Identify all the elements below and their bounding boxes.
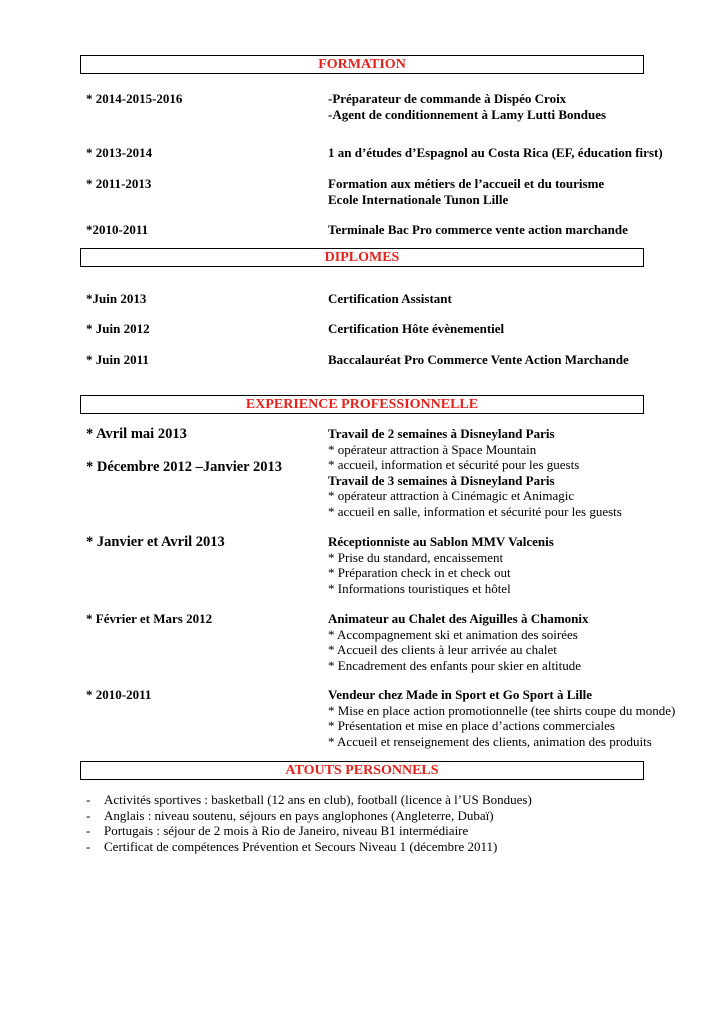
- entry-date: * 2013-2014: [86, 145, 153, 160]
- entry-description: [328, 91, 606, 122]
- description-line: * Préparation check in et check out: [328, 565, 511, 580]
- entry-date: * Février et Mars 2012: [86, 611, 213, 626]
- description-line: * accueil, information et sécurité pour les guests: [328, 457, 580, 472]
- description-line: 1 an d’études d’Espagnol au Costa Rica (EF, éducation first): [328, 145, 663, 160]
- list-item-text: Portugais : séjour de 2 mois à Rio de Janeiro, niveau B1 intermédiaire: [104, 823, 469, 838]
- description-line: Travail de 3 semaines à Disneyland Paris: [328, 472, 555, 488]
- bullet-dash: -: [86, 792, 91, 807]
- description-line: Réceptionniste au Sablon MMV Valcenis: [328, 534, 554, 549]
- entry-date: * Avril mai 2013: [86, 426, 187, 442]
- entry-date: * 2010-2011: [86, 687, 152, 702]
- entry-description: [328, 145, 663, 161]
- description-line: * opérateur attraction à Space Mountain: [328, 441, 537, 457]
- entry-date: * Décembre 2012 –Janvier 2013: [86, 459, 282, 475]
- entry-description: Certification Assistant: [328, 291, 452, 306]
- bullet-dash: -: [86, 807, 91, 823]
- list-item-text: Activités sportives : basketball (12 ans en club), football (licence à l’US Bondues): [104, 792, 532, 807]
- entry-description: [328, 222, 628, 238]
- description-line: * opérateur attraction à Cinémagic et Animagic: [328, 488, 575, 503]
- description-line: -Agent de conditionnement à Lamy Lutti Bondues: [328, 106, 607, 122]
- description-line: * Encadrement des enfants pour skier en altitude: [328, 657, 582, 673]
- entry-description: Baccalauréat Pro Commerce Vente Action Marchande: [328, 352, 629, 367]
- list-item-text: Anglais : niveau soutenu, séjours en pays anglophones (Angleterre, Dubaï): [104, 807, 494, 823]
- entry-date: *2010-2011: [86, 222, 149, 237]
- description-line: * Mise en place action promotionnelle (tee shirts coupe du monde): [328, 702, 676, 718]
- atouts-heading: ATOUTS PERSONNELS: [80, 761, 644, 780]
- entry-description: Certification Hôte évènementiel: [328, 321, 505, 336]
- description-line: * Prise du standard, encaissement: [328, 549, 504, 565]
- list-item-text: Certificat de compétences Prévention et Secours Niveau 1 (décembre 2011): [104, 838, 498, 854]
- formation-heading: FORMATION: [80, 55, 644, 74]
- description-line: * accueil en salle, information et sécurité pour les guests: [328, 503, 622, 519]
- diplomes-heading: DIPLOMES: [80, 248, 644, 267]
- entry-description: [328, 687, 675, 749]
- description-line: * Informations touristiques et hôtel: [328, 580, 511, 596]
- entry-description: [328, 176, 604, 207]
- entry-description: [328, 426, 622, 519]
- list-item: [86, 839, 532, 855]
- entry-description: [328, 611, 589, 673]
- description-line: Formation aux métiers de l’accueil et du tourisme: [328, 176, 605, 191]
- experience-heading: EXPERIENCE PROFESSIONNELLE: [80, 395, 644, 414]
- description-line: Vendeur chez Made in Sport et Go Sport à Lille: [328, 687, 592, 702]
- entry-date: * 2011-2013: [86, 176, 152, 191]
- entry-date: * Janvier et Avril 2013: [86, 534, 225, 550]
- entry-date: *Juin 2013: [86, 291, 147, 306]
- description-line: Terminale Bac Pro commerce vente action marchande: [328, 222, 628, 237]
- entry-date: * 2014-2015-2016: [86, 91, 183, 106]
- list-item: [86, 823, 532, 839]
- description-line: Travail de 2 semaines à Disneyland Paris: [328, 426, 555, 441]
- list-item: [86, 792, 532, 808]
- entry-description: [328, 534, 554, 596]
- bullet-dash: -: [86, 823, 91, 838]
- description-line: Animateur au Chalet des Aiguilles à Chamonix: [328, 611, 589, 626]
- description-line: -Préparateur de commande à Dispéo Croix: [328, 91, 567, 106]
- atouts-list: [86, 792, 532, 854]
- description-line: Ecole Internationale Tunon Lille: [328, 191, 509, 207]
- list-item: [86, 808, 532, 824]
- description-line: * Accueil des clients à leur arrivée au chalet: [328, 642, 557, 657]
- description-line: * Présentation et mise en place d’actions commerciales: [328, 718, 615, 733]
- entry-date: * Juin 2012: [86, 321, 150, 336]
- bullet-dash: -: [86, 838, 91, 854]
- description-line: * Accueil et renseignement des clients, animation des produits: [328, 733, 652, 749]
- entry-date: * Juin 2011: [86, 352, 149, 367]
- description-line: * Accompagnement ski et animation des soirées: [328, 626, 578, 642]
